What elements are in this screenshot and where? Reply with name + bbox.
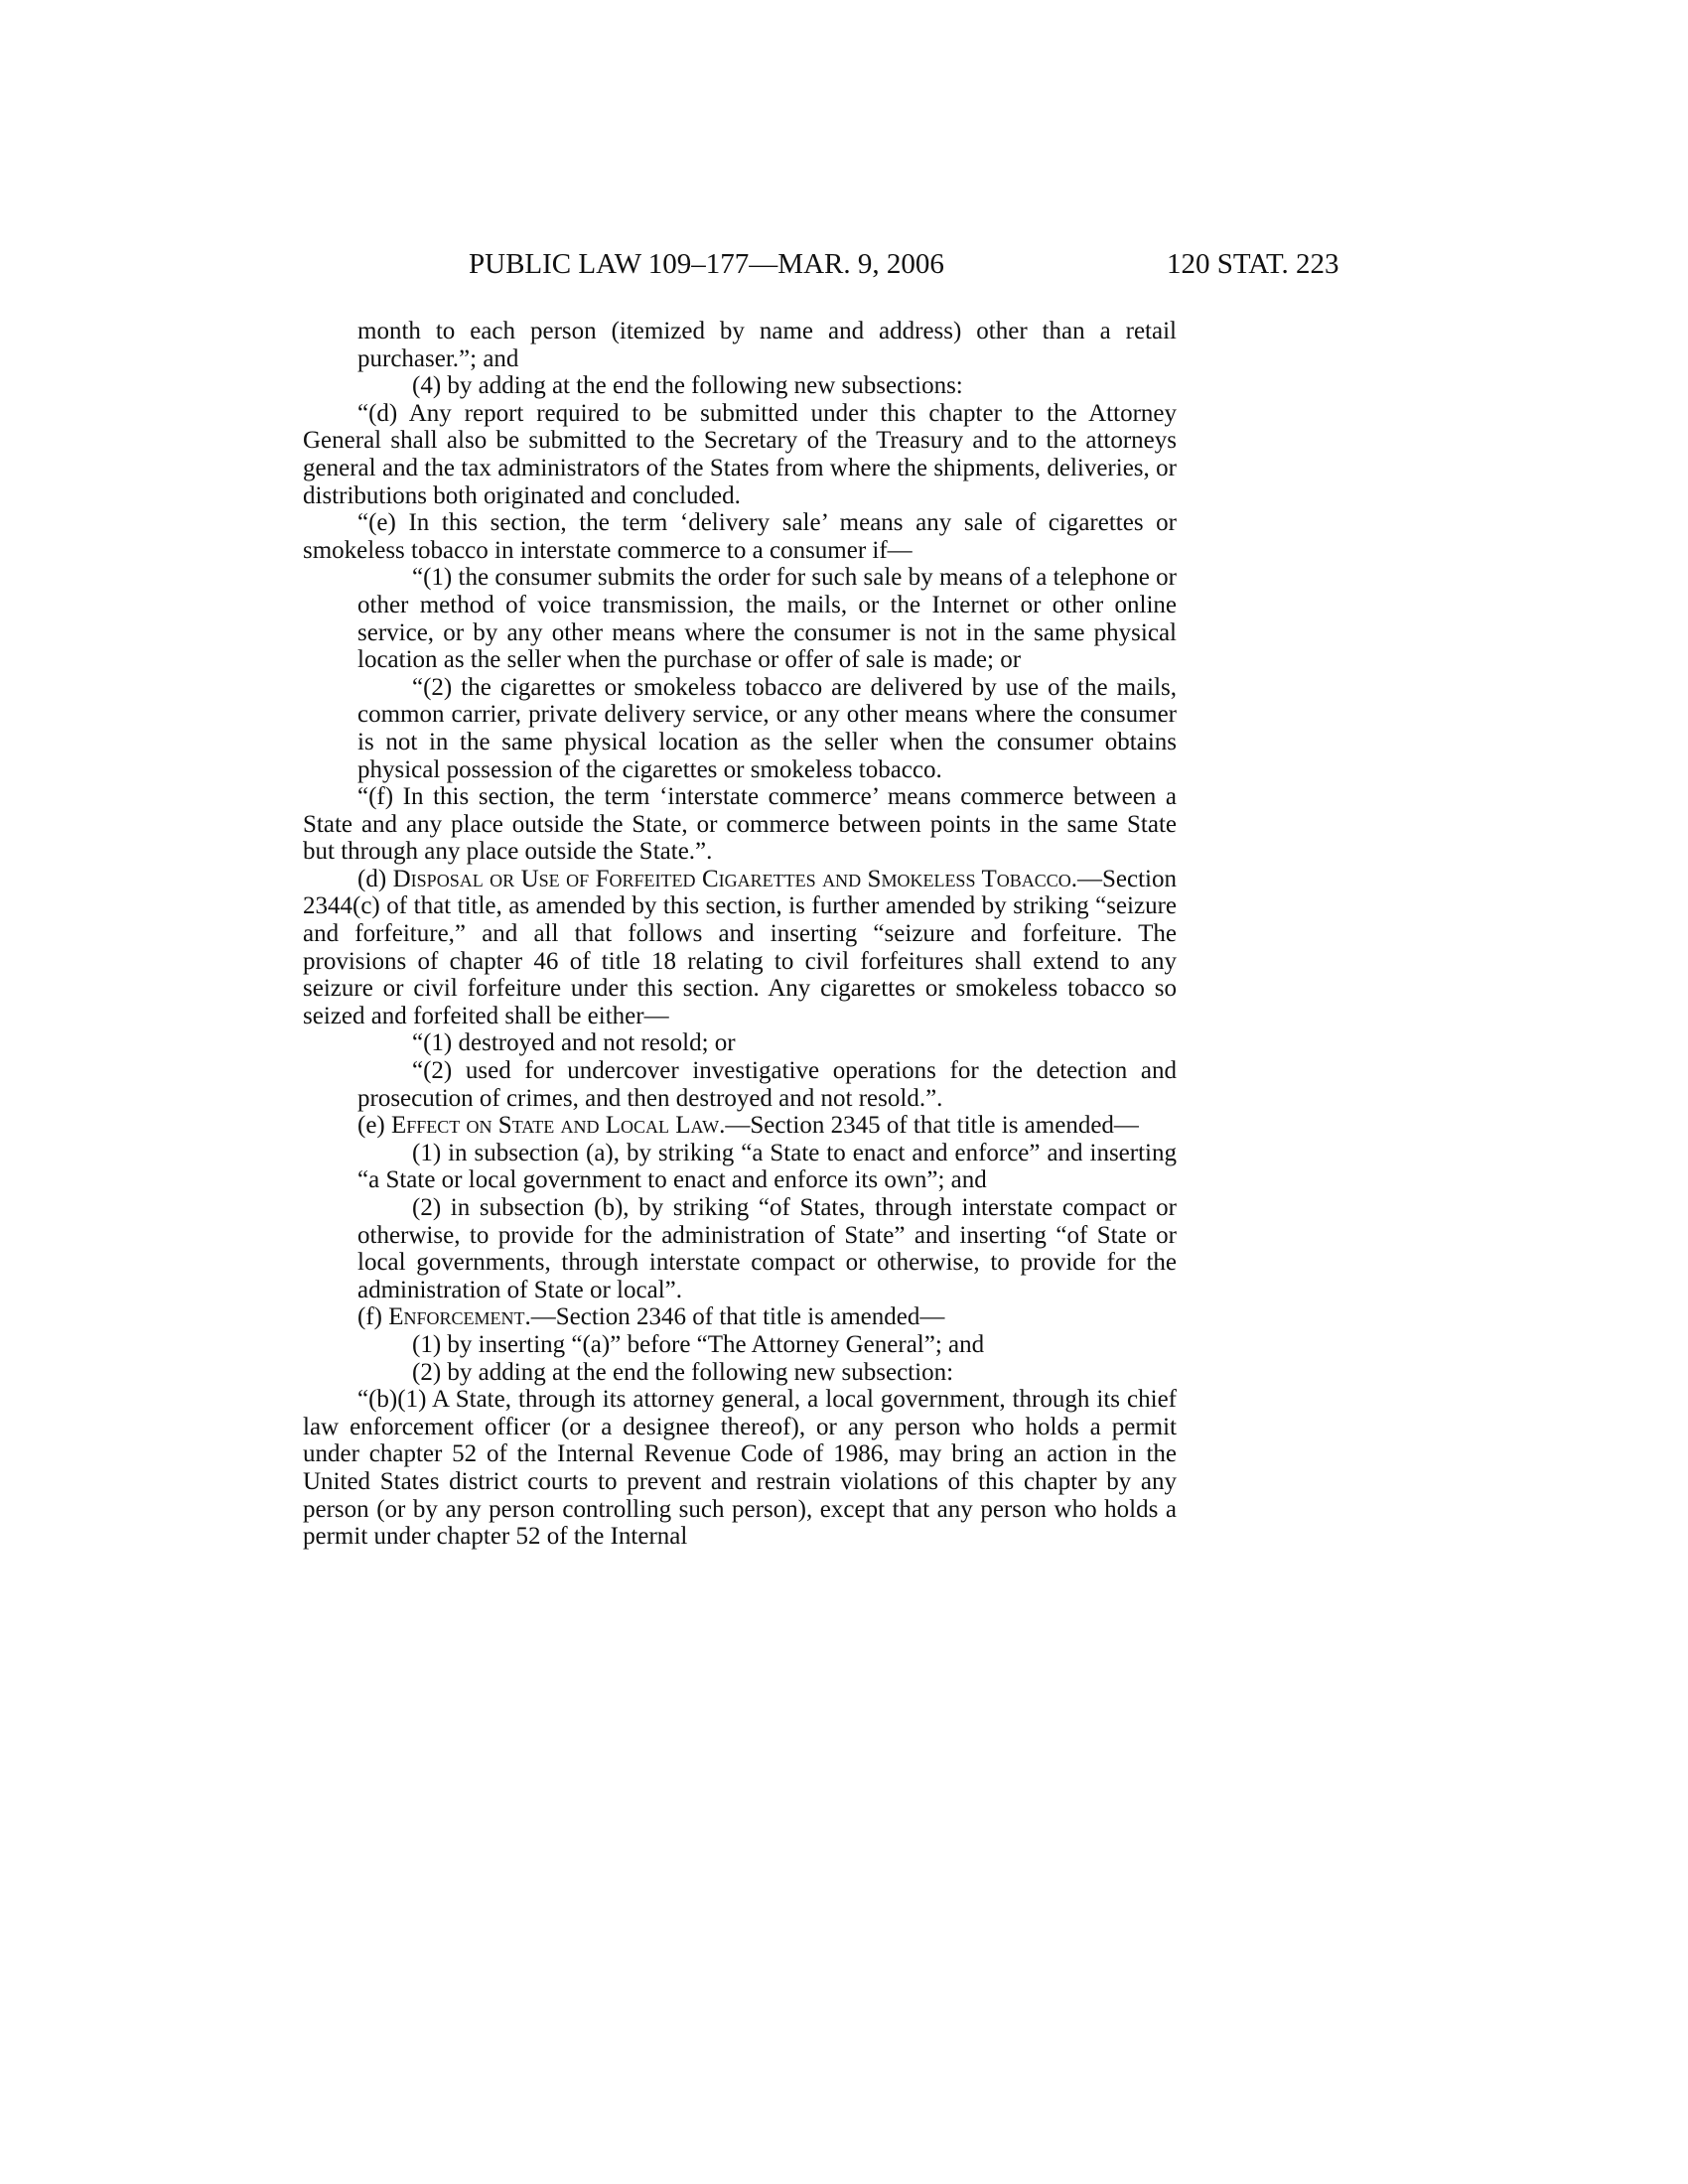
section-d-heading: Disposal or Use of Forfeited Cigarettes and Smokeless Tobacco. <box>392 865 1077 892</box>
paragraph-e-2: “(2) the cigarettes or smokeless tobacco are delivered by use of the mails, common carrier, private delivery service, or any other means where the consumer is not in the same physical location as the seller when the consumer obtains physical possession of the cigarettes or smokeless tobacco. <box>357 673 1177 783</box>
paragraph-d-1: “(1) destroyed and not resold; or <box>412 1029 736 1057</box>
section-e-label: (e) <box>357 1112 385 1140</box>
paragraph-f-1: (1) by inserting “(a)” before “The Attorney General”; and <box>412 1330 985 1358</box>
section-f <box>303 1303 1177 1331</box>
paragraph-subsection-b: “(b)(1) A State, through its attorney general, a local government, through its chief law enforcement officer (or a designee thereof), or any person who holds a permit under chapter 52 of the Internal Revenue Code of 1986, may bring an action in the United States district courts to prevent and restrain violations of this chapter by any person (or by any person controlling such person), except that any person who holds a permit under chapter 52 of the Internal <box>303 1386 1177 1551</box>
section-d-text: —Section 2344(c) of that title, as amended by this section, is further amended by striking “seizure and forfeiture,” and all that follows and inserting “seizure and forfeiture. The provisions of chapter 46 of title 18 relating to civil forfeitures shall extend to any seizure or civil forfeiture under this section. Any cigarettes or smokeless tobacco so seized and forfeited shall be either— <box>303 865 1177 1029</box>
section-e <box>303 1112 1177 1140</box>
paragraph-e-1: “(1) the consumer submits the order for such sale by means of a telephone or other method of voice transmission, the mails, or the Internet or other online service, or by any other means where the consumer is not in the same physical location as the seller when the purchase or offer of sale is made; or <box>357 564 1177 674</box>
paragraph-f-2: (2) by adding at the end the following new subsection: <box>412 1358 954 1386</box>
paragraph-d-2: “(2) used for undercover investigative operations for the detection and prosecution of crimes, and then destroyed and not resold.”. <box>357 1057 1177 1112</box>
page-body <box>303 318 1177 1551</box>
paragraph-e-sub-2: (2) in subsection (b), by striking “of States, through interstate compact or otherwise, to provide for the administration of State” and inserting “of State or local governments, through interstate compact or otherwise, to provide for the administration of State or local”. <box>357 1194 1177 1303</box>
section-f-label: (f) <box>357 1303 382 1331</box>
section-f-text: —Section 2346 of that title is amended— <box>530 1303 945 1331</box>
paragraph-continuation: month to each person (itemized by name and address) other than a retail purchaser.”; and <box>357 318 1177 372</box>
statute-page-number: 120 STAT. 223 <box>1167 248 1339 280</box>
section-f-heading: Enforcement. <box>388 1303 531 1331</box>
section-d-label: (d) <box>357 865 387 892</box>
paragraph-subsection-f: “(f) In this section, the term ‘interstate commerce’ means commerce between a State and any place outside the State, or commerce between points in the same State but through any place outside the State.”. <box>303 783 1177 866</box>
paragraph-subsection-d: “(d) Any report required to be submitted under this chapter to the Attorney General shall also be submitted to the Secretary of the Treasury and to the attorneys general and the tax administrators of the States from where the shipments, deliveries, or distributions both originated and concluded. <box>303 399 1177 509</box>
paragraph-item-4: (4) by adding at the end the following new subsections: <box>412 372 963 400</box>
section-e-text: —Section 2345 of that title is amended— <box>725 1112 1139 1140</box>
page-header <box>0 248 1688 288</box>
paragraph-e-sub-1: (1) in subsection (a), by striking “a State to enact and enforce” and inserting “a State or local government to enact and enforce its own”; and <box>357 1139 1177 1194</box>
section-e-heading: Effect on State and Local Law. <box>391 1112 726 1140</box>
paragraph-subsection-e: “(e) In this section, the term ‘delivery sale’ means any sale of cigarettes or smokeless tobacco in interstate commerce to a consumer if— <box>303 509 1177 564</box>
section-d <box>303 866 1177 1030</box>
running-head-title: PUBLIC LAW 109–177—MAR. 9, 2006 <box>469 248 944 280</box>
